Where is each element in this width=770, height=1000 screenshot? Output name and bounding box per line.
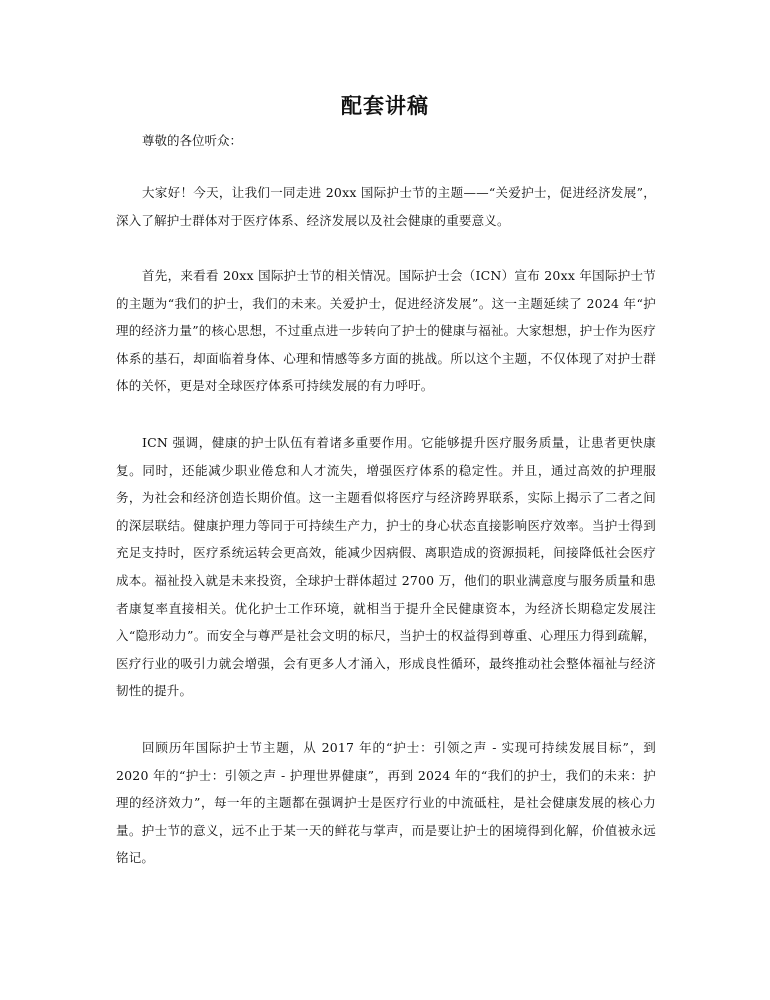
paragraph-intro: 大家好！今天，让我们一同走进 20xx 国际护士节的主题——“关爱护士，促进经济发展”，深入了解护士群体对于医疗体系、经济发展以及社会健康的重要意义。 (116, 185, 656, 228)
paragraph-history: 回顾历年国际护士节主题，从 2017 年的“护士：引领之声 - 实现可持续发展目标”，到 2020 年的“护士：引领之声 - 护理世界健康”，再到 2024 年的“我们的护士，我们的未来：护理的经济效力”，每一年的主题都在强调护士是医疗行业的中流砥柱，是社会健康发展的核心力量。护士节的意义，远不止于某一天的鲜花与掌声，而是要让护士的困境得到化解，价值被永远铭记。 (116, 740, 656, 866)
greeting-line: 尊敬的各位听众： (142, 133, 243, 148)
paragraph-icn-emphasis: ICN 强调，健康的护士队伍有着诸多重要作用。它能够提升医疗服务质量，让患者更快康复。同时，还能减少职业倦怠和人才流失，增强医疗体系的稳定性。并且，通过高效的护理服务，为社会和经济创造长期价值。这一主题看似将医疗与经济跨界联系，实际上揭示了二者之间的深层联结。健康护理力等同于可持续生产力，护士的身心状态直接影响医疗效率。当护士得到充足支持时，医疗系统运转会更高效，能减少因病假、离职造成的资源损耗，间接降低社会医疗成本。福祉投入就是未来投资，全球护士群体超过 2700 万，他们的职业满意度与服务质量和患者康复率直接相关。优化护士工作环境，就相当于提升全民健康资本，为经济长期稳定发展注入“隐形动力”。而安全与尊严是社会文明的标尺，当护士的权益得到尊重、心理压力得到疏解，医疗行业的吸引力就会增强，会有更多人才涌入，形成良性循环，最终推动社会整体福祉与经济韧性的提升。 (116, 435, 656, 699)
document-title: 配套讲稿 (341, 93, 429, 118)
paragraph-theme: 首先，来看看 20xx 国际护士节的相关情况。国际护士会（ICN）宣布 20xx 年国际护士节的主题为“我们的护士，我们的未来。关爱护士，促进经济发展”。这一主题延续了 2024 年“护理的经济力量”的核心思想，不过重点进一步转向了护士的健康与福祉。大家想想，护士作为医疗体系的基石，却面临着身体、心理和情感等多方面的挑战。所以这个主题，不仅体现了对护士群体的关怀，更是对全球医疗体系可持续发展的有力呼吁。 (116, 268, 656, 394)
